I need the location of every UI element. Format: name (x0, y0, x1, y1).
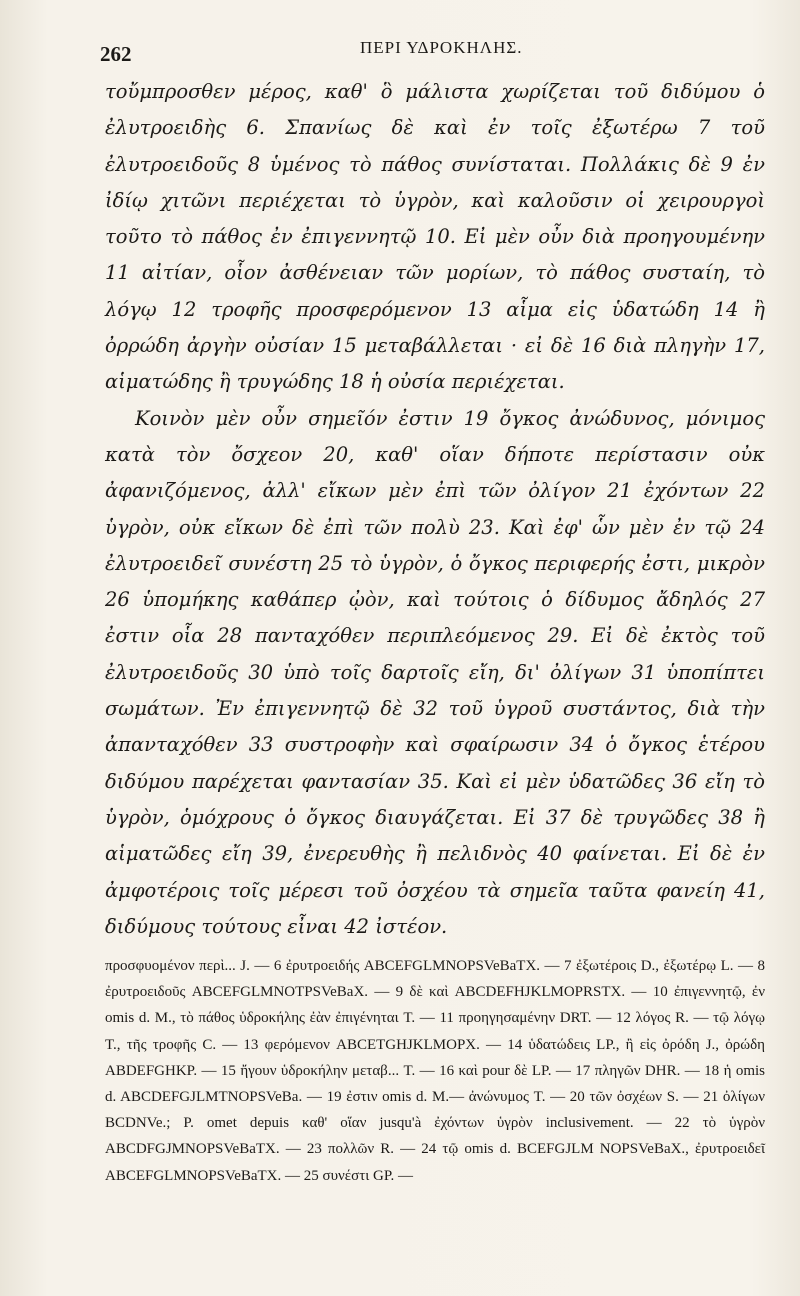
main-text (105, 74, 765, 945)
page-number: 262 (100, 42, 132, 66)
footnotes (105, 953, 765, 1189)
paragraph-1: τοὔμπροσθεν μέρος, καθ' ὃ μάλιστα χωρίζεται τοῦ διδύμου ὁ ἐλυτροειδὴς 6. Σπανίως δὲ καὶ ἐν τοῖς ἐξωτέρω 7 τοῦ ἐλυτροειδοῦς 8 ὑμένος τὸ πάθος συνίσταται. Πολλάκις δὲ 9 ἐν ἰδίῳ χιτῶνι περιέχεται τὸ ὑγρὸν, καὶ καλοῦσιν οἱ χειρουργοὶ τοῦτο τὸ πάθος ἐν ἐπιγεννητῷ 10. Εἰ μὲν οὖν διὰ προηγουμένην 11 αἰτίαν, οἷον ἀσθένειαν τῶν μορίων, τὸ πάθος συσταίη, τὸ λόγῳ 12 τροφῆς προσφερόμενον 13 αἷμα εἰς ὑδατώδη 14 ἢ ὀρρώδη ἀργὴν οὐσίαν 15 μεταβάλλεται · εἰ δὲ 16 διὰ πληγὴν 17, αἱματώδης ἢ τρυγώδης 18 ἡ οὐσία περιέχεται. (105, 80, 765, 394)
footnotes-text: προσφυομένον περὶ... J. — 6 ἐρυτροειδής ABCEFGLMNOPSVeBaTX. — 7 ἐξωτέροις D., ἐξωτέρῳ L. — 8 ἐρυτροειδοῦς ABCEFGLMNOTPSVeBaX. — 9 δὲ καὶ ABCDEFHJKLMOPRSTX. — 10 ἐπιγεννητῷ, ἐν omis d. M., τὸ πάθος ὑδροκήλης ἐὰν ἐπιγένηται T. — 11 προηγησαμένην DRT. — 12 λόγος R. — τῷ λόγῳ T., τῆς τροφῆς C. — 13 φερόμενον ABCETGHJKLMOPX. — 14 ὑδατώδεις LP., ἢ εἰς ὀρόδη J., ὀρώδη ABDEFGHKP. — 15 ἤγουν ὑδροκήλην μεταβ... T. — 16 καὶ pour δὲ LP. — 17 πληγῶν DHR. — 18 ἡ omis d. ABCDEFGJLMTNOPSVeBa. — 19 ἐστιν omis d. M.— ἀνώνυμος T. — 20 τῶν ὀσχέων S. — 21 ὀλίγων BCDNVe.; P. omet depuis καθ' οἵαν jusqu'à ἐχόντων ὑγρὸν inclusivement. — 22 τὸ ὑγρὸν ABCDFGJMNOPSVeBaTX. — 23 πολλῶν R. — 24 τῷ omis d. BCEFGJLM NOPSVeBaX., ἐρυτροειδεῖ ABCEFGLMNOPSVeBaTX. — 25 συνέστι GP. — (105, 958, 765, 1184)
page-header (100, 30, 760, 70)
running-title: ΠΕΡΙ ΥΔΡΟΚΗΛΗΣ. (360, 38, 523, 57)
paragraph-2: Κοινὸν μὲν οὖν σημεῖόν ἐστιν 19 ὄγκος ἀνώδυνος, μόνιμος κατὰ τὸν ὄσχεον 20, καθ' οἵαν δήποτε περίστασιν οὐκ ἀφανιζόμενος, ἀλλ' εἴκων μὲν ἐπὶ τῶν ὀλίγον 21 ἐχόντων 22 ὑγρὸν, οὐκ εἴκων δὲ ἐπὶ τῶν πολὺ 23. Καὶ ἐφ' ὧν μὲν ἐν τῷ 24 ἐλυτροειδεῖ συνέστη 25 τὸ ὑγρὸν, ὁ ὄγκος περιφερής ἐστι, μικρὸν 26 ὑπομήκης καθάπερ ᾠὸν, καὶ τούτοις ὁ δίδυμος ἄδηλός 27 ἐστιν οἷα 28 πανταχόθεν περιπλεόμενος 29. Εἰ δὲ ἐκτὸς τοῦ ἐλυτροειδοῦς 30 ὑπὸ τοῖς δαρτοῖς εἴη, δι' ὀλίγων 31 ὑποπίπτει σωμάτων. Ἐν ἐπιγεννητῷ δὲ 32 τοῦ ὑγροῦ συστάντος, διὰ τὴν ἀπανταχόθεν 33 συστροφὴν καὶ σφαίρωσιν 34 ὁ ὄγκος ἑτέρου διδύμου παρέχεται φαντασίαν 35. Καὶ εἰ μὲν ὑδατῶδες 36 εἴη τὸ ὑγρὸν, ὁμόχρους ὁ ὄγκος διαυγάζεται. Εἰ 37 δὲ τρυγῶδες 38 ἢ αἱματῶδες εἴη 39, ἐνερευθὴς ἢ πελιδνὸς 40 φαίνεται. Εἰ δὲ ἐν ἀμφοτέροις τοῖς μέρεσι τοῦ ὀσχέου τὰ σημεῖα ταῦτα φανείη 41, διδύμους τούτους εἶναι 42 ἰστέον. (105, 406, 765, 938)
